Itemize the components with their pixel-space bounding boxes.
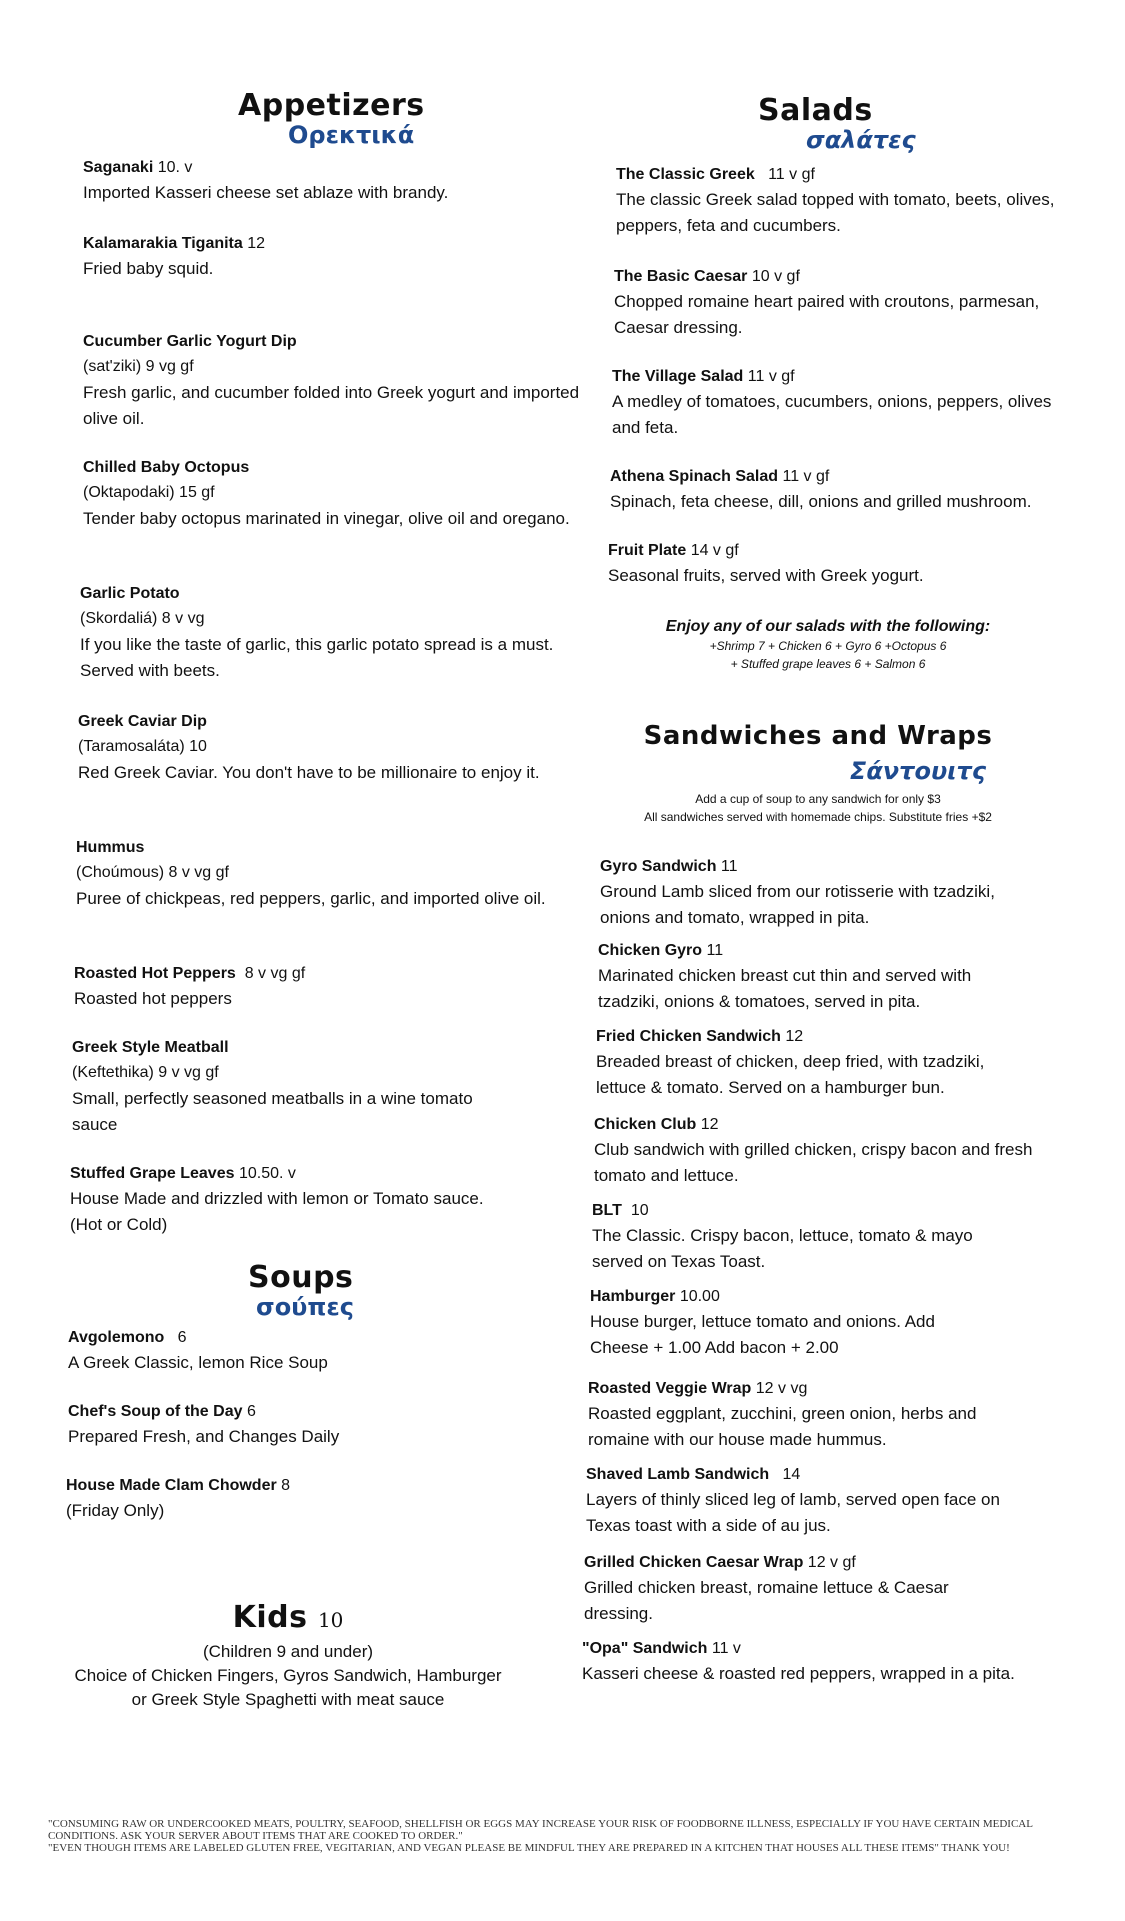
item-description: House burger, lettuce tomato and onions. Add Cheese + 1.00 Add bacon + 2.00 — [590, 1312, 935, 1357]
item-price: 12 v gf — [807, 1554, 856, 1571]
sandwich-notes — [598, 790, 1038, 826]
sandwich-item-opa — [582, 1637, 1082, 1687]
item-name: The Village Salad — [612, 368, 744, 385]
item-price: 8 v vg gf — [244, 965, 306, 982]
kids-price: 10 — [317, 1608, 344, 1632]
sandwich-item-chicken-club — [594, 1113, 1094, 1189]
item-description: Kasseri cheese & roasted red peppers, wrapped in a pita. — [582, 1664, 1015, 1683]
item-price: 11 v gf — [747, 368, 795, 385]
item-description: Roasted eggplant, zucchini, green onion, herbs and romaine with our house made hummus. — [588, 1404, 977, 1449]
menu-item-saganaki — [83, 156, 583, 206]
item-price: 14 — [782, 1466, 801, 1483]
salad-addons-line2: + Stuffed grape leaves 6 + Salmon 6 — [730, 657, 926, 671]
salads-header — [758, 95, 958, 153]
item-name: Greek Caviar Dip — [78, 713, 207, 730]
salad-item-village — [612, 365, 1112, 441]
item-description: Grilled chicken breast, romaine lettuce & Caesar dressing. — [584, 1578, 949, 1623]
salads-title: Salads — [758, 93, 873, 128]
disclaimer-allergen: "EVEN THOUGH ITEMS ARE LABELED GLUTEN FREE, VEGITARIAN, AND VEGAN PLEASE BE MINDFUL THEY ARE PREPARED IN A KITCHEN THAT HOUSES ALL THESE ITEMS" THANK YOU! — [48, 1842, 1010, 1854]
sandwich-item-caesar-wrap — [584, 1551, 1084, 1627]
item-price: 6 — [177, 1329, 187, 1346]
item-description: Ground Lamb sliced from our rotisserie with tzadziki, onions and tomato, wrapped in pita. — [600, 882, 995, 927]
item-name: "Opa" Sandwich — [582, 1640, 708, 1657]
item-description: The Classic. Crispy bacon, lettuce, tomato & mayo served on Texas Toast. — [592, 1226, 973, 1271]
sandwich-soup-note: Add a cup of soup to any sandwich for only $3 — [695, 792, 941, 806]
item-description: Breaded breast of chicken, deep fried, with tzadziki, lettuce & tomato. Served on a hamburger bun. — [596, 1052, 985, 1097]
appetizers-title: Appetizers — [238, 88, 425, 123]
item-name: Athena Spinach Salad — [610, 468, 779, 485]
item-description: Fresh garlic, and cucumber folded into Greek yogurt and imported olive oil. — [83, 383, 580, 428]
item-price: 10 v gf — [751, 268, 800, 285]
menu-item-grape-leaves — [70, 1162, 570, 1238]
menu-item-tzatziki — [83, 330, 583, 432]
item-description: A medley of tomatoes, cucumbers, onions, peppers, olives and feta. — [612, 392, 1052, 437]
item-name: Grilled Chicken Caesar Wrap — [584, 1554, 804, 1571]
item-price: 10.00 — [679, 1288, 720, 1305]
item-description: If you like the taste of garlic, this garlic potato spread is a must. Served with beets. — [80, 635, 554, 680]
item-name: Roasted Veggie Wrap — [588, 1380, 752, 1397]
sandwich-item-veggie-wrap — [588, 1377, 1088, 1453]
item-name: Fried Chicken Sandwich — [596, 1028, 781, 1045]
item-name: Saganaki — [83, 159, 154, 176]
item-description: Seasonal fruits, served with Greek yogurt. — [608, 566, 924, 585]
sandwich-item-chicken-gyro — [598, 939, 1098, 1015]
item-description: Layers of thinly sliced leg of lamb, served open face on Texas toast with a side of au jus. — [586, 1490, 1000, 1535]
salads-greek-title: σαλάτες — [806, 126, 916, 154]
item-price: 12 v vg — [755, 1380, 808, 1397]
menu-item-meatball — [72, 1036, 572, 1138]
item-price: 10. v — [157, 159, 193, 176]
sandwiches-greek-title: Σάντουιτς — [849, 757, 987, 785]
appetizers-greek-title: Ορεκτικά — [288, 121, 415, 149]
item-name: Chicken Gyro — [598, 942, 703, 959]
soup-item-avgolemono — [68, 1326, 568, 1376]
item-price: 8 — [281, 1477, 291, 1494]
item-subtitle: (Taramosaláta) 10 — [78, 738, 207, 755]
item-subtitle: (Keftethika) 9 v vg gf — [72, 1064, 219, 1081]
sandwiches-title: Sandwiches and Wraps — [643, 721, 993, 751]
item-name: Shaved Lamb Sandwich — [586, 1466, 770, 1483]
salad-item-athena-spinach — [610, 465, 1110, 515]
item-price: 12 — [247, 235, 266, 252]
item-name: Chilled Baby Octopus — [83, 459, 250, 476]
item-name: Stuffed Grape Leaves — [70, 1165, 235, 1182]
salad-item-fruit-plate — [608, 539, 1108, 589]
kids-section — [48, 1602, 528, 1712]
item-price: 11 v gf — [782, 468, 830, 485]
item-description: Puree of chickpeas, red peppers, garlic, and imported olive oil. — [76, 889, 546, 908]
salad-item-classic-greek — [616, 163, 1116, 239]
appetizers-header — [238, 90, 438, 148]
item-name: Kalamarakia Tiganita — [83, 235, 243, 252]
item-subtitle: (Oktapodaki) 15 gf — [83, 484, 215, 501]
item-price: 11 v — [711, 1640, 741, 1657]
item-name: Gyro Sandwich — [600, 858, 717, 875]
item-description: Marinated chicken breast cut thin and served with tzadziki, onions & tomatoes, served in pita. — [598, 966, 972, 1011]
menu-item-kalamarakia — [83, 232, 583, 282]
menu-item-octopus — [83, 456, 583, 532]
kids-title: Kids — [232, 1600, 308, 1635]
sandwich-item-blt — [592, 1199, 1092, 1275]
item-price: 6 — [246, 1403, 256, 1420]
item-description: Prepared Fresh, and Changes Daily — [68, 1427, 340, 1446]
sandwich-item-shaved-lamb — [586, 1463, 1086, 1539]
item-subtitle: (sat'ziki) 9 vg gf — [83, 358, 194, 375]
item-price: 11 — [720, 858, 738, 875]
item-description: Tender baby octopus marinated in vinegar, olive oil and oregano. — [83, 509, 570, 528]
salad-addons-heading: Enjoy any of our salads with the following: — [665, 618, 991, 635]
item-price: 10.50. v — [238, 1165, 296, 1182]
food-safety-disclaimer — [48, 1818, 1048, 1854]
sandwich-item-gyro — [600, 855, 1100, 931]
item-subtitle: (Skordaliá) 8 v vg — [80, 610, 205, 627]
salad-item-basic-caesar — [614, 265, 1114, 341]
item-price: 12 — [785, 1028, 804, 1045]
item-price: 14 v gf — [690, 542, 739, 559]
disclaimer-raw-food: "CONSUMING RAW OR UNDERCOOKED MEATS, POULTRY, SEAFOOD, SHELLFISH OR EGGS MAY INCREASE YOUR RISK OF FOODBORNE ILLNESS, ESPECIALLY IF YOU HAVE CERTAIN MEDICAL CONDITIONS. ASK YOUR SERVER ABOUT ITEMS THAT ARE COOKED TO ORDER." — [48, 1818, 1033, 1842]
kids-choice-line1: Choice of Chicken Fingers, Gyros Sandwich, Hamburger — [74, 1666, 502, 1685]
soups-header — [248, 1262, 408, 1320]
item-name: Cucumber Garlic Yogurt Dip — [83, 333, 297, 350]
item-name: BLT — [592, 1202, 622, 1219]
item-name: Fruit Plate — [608, 542, 687, 559]
item-description: The classic Greek salad topped with tomato, beets, olives, peppers, feta and cucumbers. — [616, 190, 1055, 235]
item-name: Greek Style Meatball — [72, 1039, 229, 1056]
menu-item-hot-peppers — [74, 962, 574, 1012]
item-name: Roasted Hot Peppers — [74, 965, 236, 982]
item-description: Chopped romaine heart paired with croutons, parmesan, Caesar dressing. — [614, 292, 1040, 337]
item-description: Roasted hot peppers — [74, 989, 232, 1008]
item-price: 12 — [700, 1116, 719, 1133]
item-description: Red Greek Caviar. You don't have to be millionaire to enjoy it. — [78, 763, 540, 782]
sandwich-chips-note: All sandwiches served with homemade chips. Substitute fries +$2 — [644, 810, 992, 824]
item-name: Avgolemono — [68, 1329, 165, 1346]
salad-addons — [618, 617, 1038, 673]
item-description: Club sandwich with grilled chicken, crispy bacon and fresh tomato and lettuce. — [594, 1140, 1033, 1185]
item-description: House Made and drizzled with lemon or Tomato sauce. (Hot or Cold) — [70, 1189, 484, 1234]
item-description: Small, perfectly seasoned meatballs in a wine tomato sauce — [72, 1089, 473, 1134]
item-price: 10 — [630, 1202, 649, 1219]
kids-choice-line2: or Greek Style Spaghetti with meat sauce — [131, 1690, 445, 1709]
item-description: Spinach, feta cheese, dill, onions and grilled mushroom. — [610, 492, 1032, 511]
sandwich-item-fried-chicken — [596, 1025, 1096, 1101]
item-name: The Classic Greek — [616, 166, 755, 183]
item-name: House Made Clam Chowder — [66, 1477, 277, 1494]
soup-item-clam-chowder — [66, 1474, 566, 1524]
item-description: Fried baby squid. — [83, 259, 214, 278]
soups-greek-title: σούπες — [256, 1293, 354, 1321]
item-description: (Friday Only) — [66, 1501, 165, 1520]
menu-item-garlic-potato — [80, 582, 580, 684]
sandwiches-header — [608, 720, 1028, 784]
item-name: Chef's Soup of the Day — [68, 1403, 243, 1420]
sandwich-item-hamburger — [590, 1285, 1090, 1361]
salad-addons-line1: +Shrimp 7 + Chicken 6 + Gyro 6 +Octopus 6 — [709, 639, 947, 653]
menu-item-caviar-dip — [78, 710, 578, 786]
item-name: Hummus — [76, 839, 145, 856]
item-description: Imported Kasseri cheese set ablaze with brandy. — [83, 183, 449, 202]
item-price: 11 v gf — [768, 166, 815, 183]
menu-item-hummus — [76, 836, 576, 912]
soup-item-chefs-soup — [68, 1400, 568, 1450]
item-subtitle: (Choúmous) 8 v vg gf — [76, 864, 229, 881]
soups-title: Soups — [248, 1260, 354, 1295]
item-name: The Basic Caesar — [614, 268, 748, 285]
item-price: 11 — [706, 942, 724, 959]
item-name: Chicken Club — [594, 1116, 697, 1133]
item-name: Hamburger — [590, 1288, 676, 1305]
kids-age-note: (Children 9 and under) — [202, 1642, 374, 1661]
item-name: Garlic Potato — [80, 585, 180, 602]
item-description: A Greek Classic, lemon Rice Soup — [68, 1353, 328, 1372]
